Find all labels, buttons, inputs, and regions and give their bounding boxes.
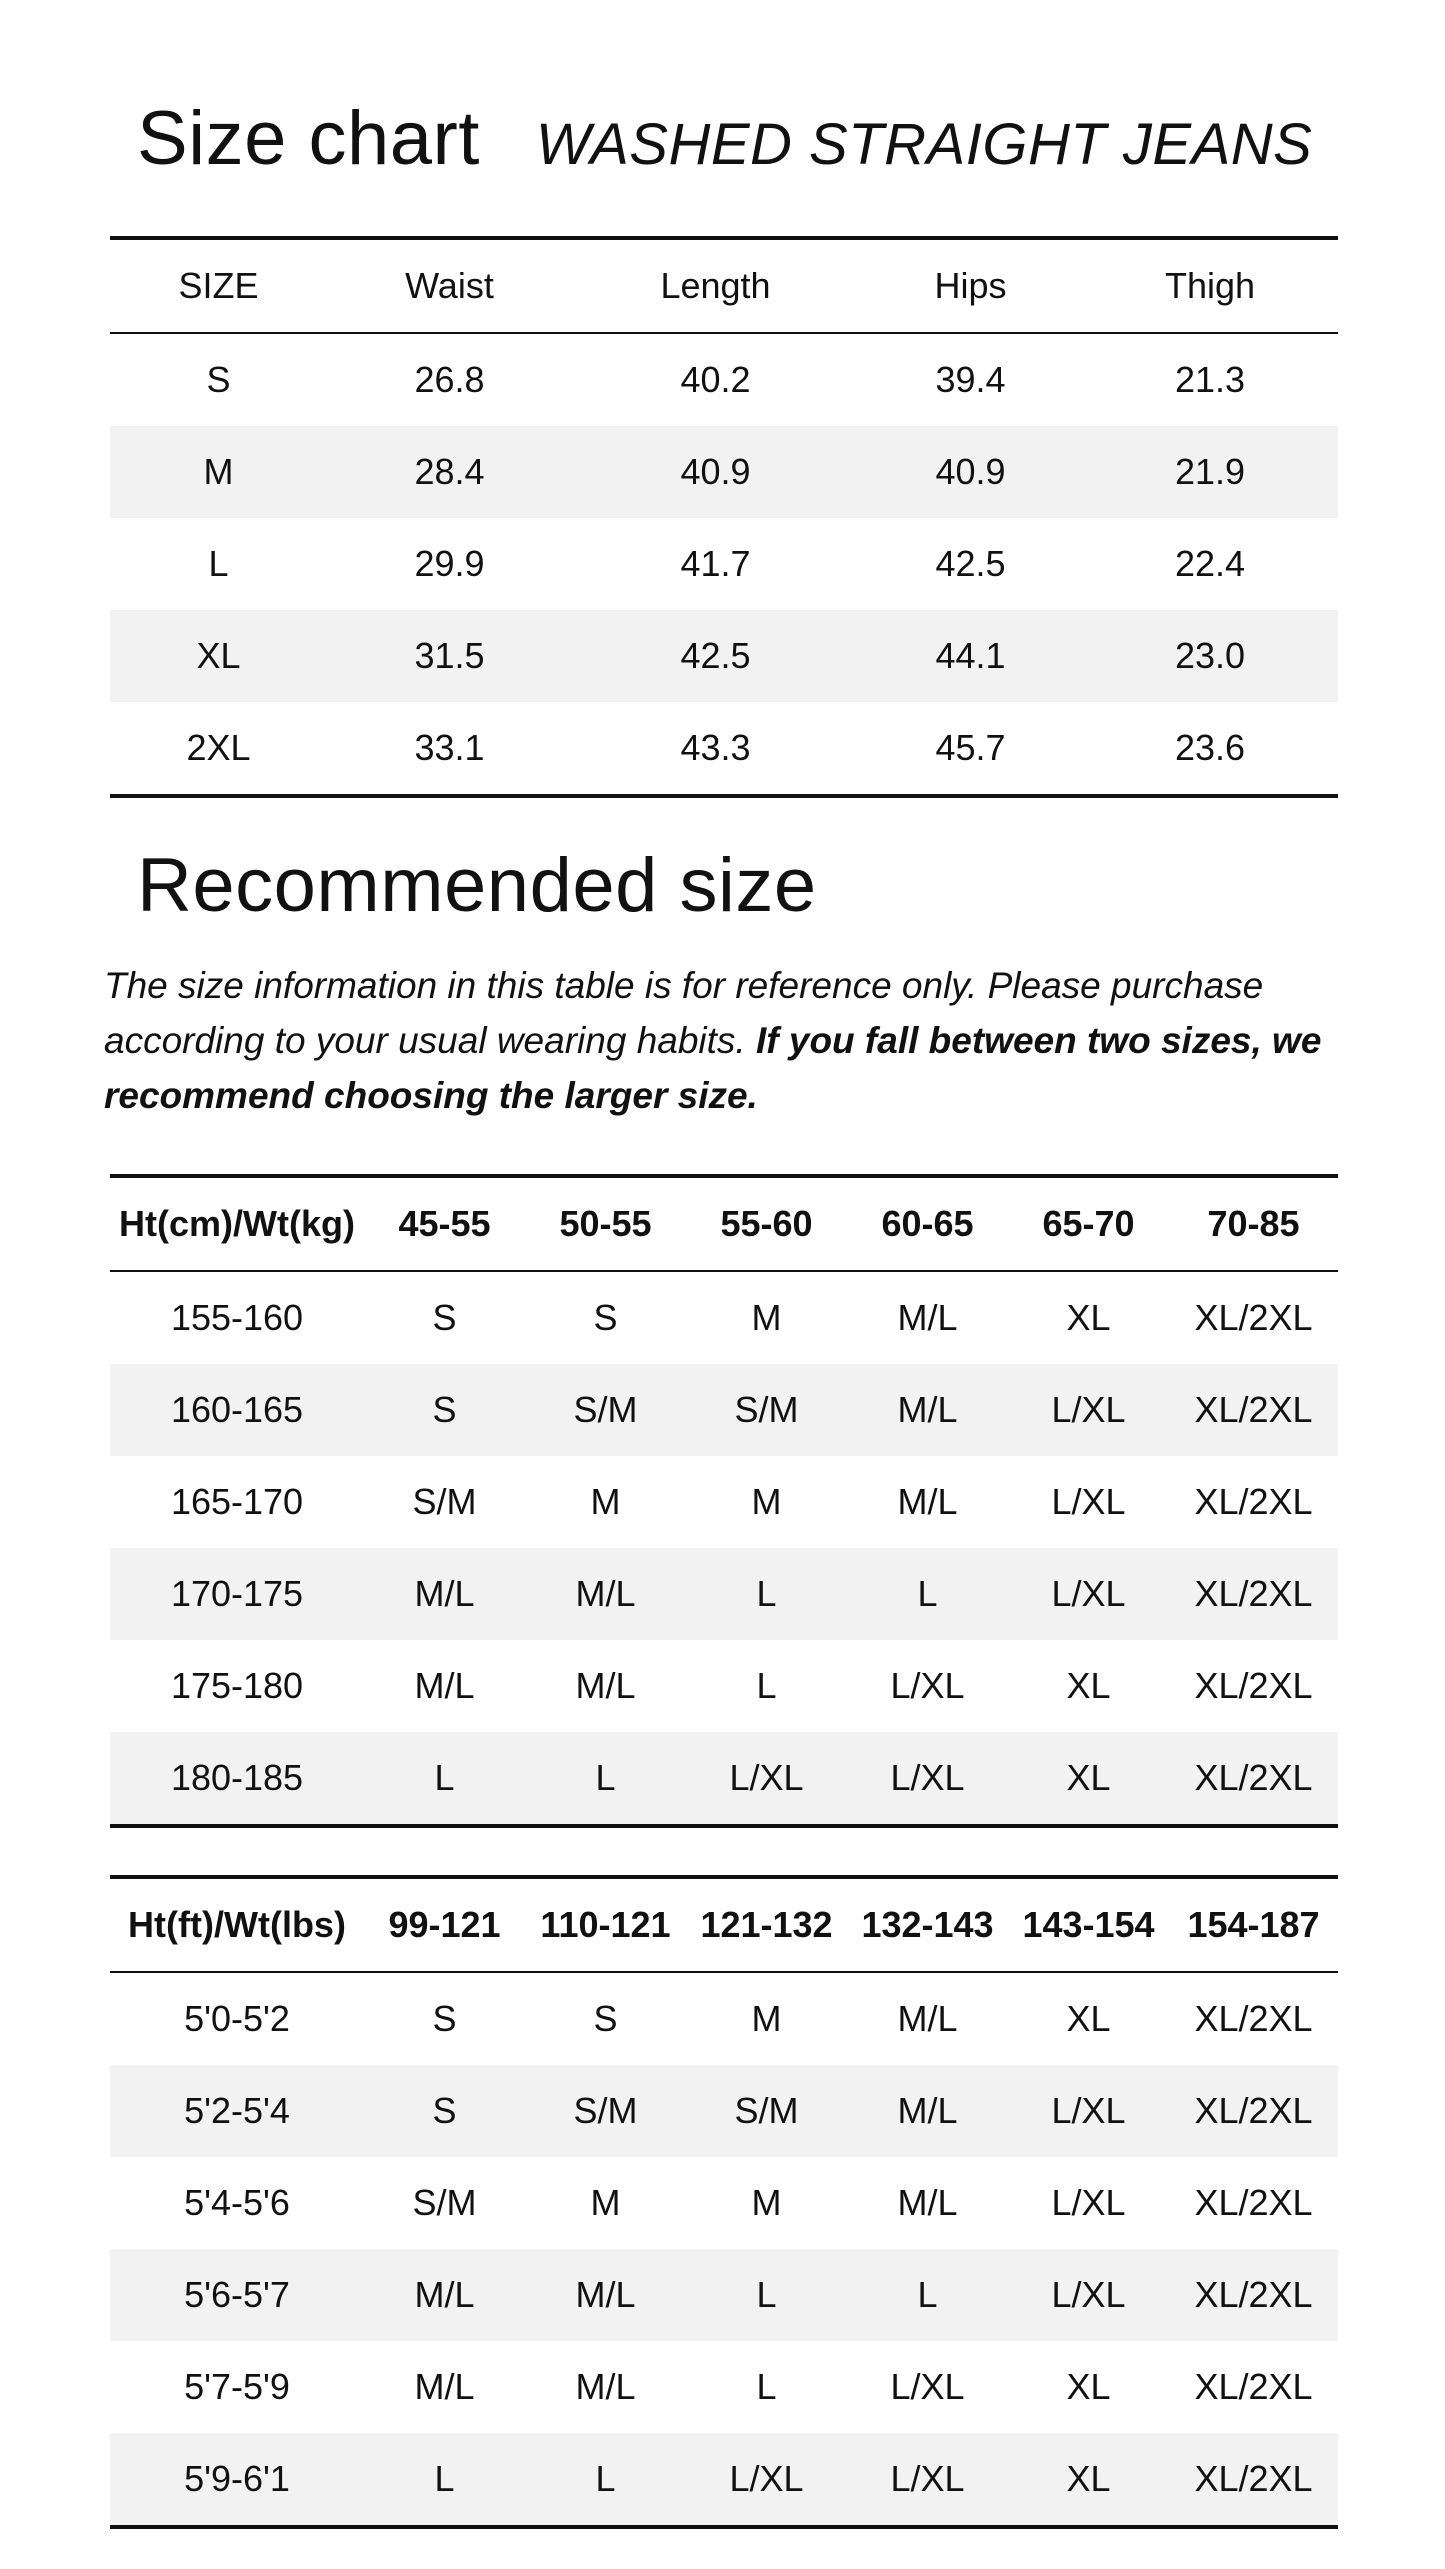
table-cell: XL [1066,1757,1111,1798]
table-cell: L/XL [890,1665,965,1706]
table-cell: XL/2XL [1194,1665,1313,1706]
table-cell: L/XL [1051,2090,1126,2131]
table-cell: 45.7 [935,727,1006,768]
table-cell: 40.9 [680,451,751,492]
table-cell: XL/2XL [1194,2090,1313,2131]
table-row [110,1548,1338,1640]
table-cell: M/L [897,1389,958,1430]
table-cell: 175-180 [170,1665,304,1706]
table-cell: M/L [414,1665,475,1706]
table-cell: 41.7 [680,543,751,584]
table-cell: L/XL [1051,1481,1126,1522]
table-cell: 40.9 [935,451,1006,492]
table-cell: XL [1066,1998,1111,2039]
column-header: Ht(ft)/Wt(lbs) [128,1904,346,1945]
table-header-row [110,238,1338,333]
column-header: 121-132 [700,1904,833,1945]
column-header: 55-60 [720,1203,813,1244]
table-row [110,426,1338,518]
table-row [110,2065,1338,2157]
table-cell: 26.8 [414,359,485,400]
table-cell: 21.3 [1174,359,1246,400]
column-header: 132-143 [861,1904,994,1945]
table-cell: 5'2-5'4 [184,2090,290,2131]
table-cell: S [432,2090,457,2131]
table-cell: XL/2XL [1194,1573,1313,1614]
table-cell: L/XL [729,1757,804,1798]
table-cell: M [203,451,234,492]
table-cell: M/L [414,2274,475,2315]
table-cell: 170-175 [170,1573,304,1614]
table-cell: L [595,2458,616,2499]
table-cell: 28.4 [414,451,485,492]
table-cell: S [432,1389,457,1430]
table-cell: L [917,1573,938,1614]
table-cell: XL [1066,2366,1111,2407]
table-cell: M/L [897,1481,958,1522]
table-cell: L [208,543,229,584]
table-cell: 160-165 [170,1389,304,1430]
table-row [110,333,1338,426]
note-emphasis: If you fall between two sizes, we recommend choosing the larger size. [104,1020,1322,1116]
table-cell: S [593,1998,618,2039]
size-chart-table [110,236,1338,798]
table-cell: L [756,1665,777,1706]
table-cell: S [593,1297,618,1338]
table-row [110,1456,1338,1548]
table-header-row [110,1877,1338,1972]
table-row [110,702,1338,796]
column-header: 70-85 [1207,1203,1300,1244]
table-cell: M/L [414,1573,475,1614]
table-cell: XL/2XL [1194,1481,1313,1522]
table-cell: M/L [575,2274,636,2315]
table-cell: 5'0-5'2 [184,1998,290,2039]
table-cell: L [434,1757,455,1798]
table-row [110,1364,1338,1456]
table-cell: M/L [414,2366,475,2407]
title-row [137,95,1337,195]
table-cell: 23.6 [1174,727,1246,768]
table-cell: 5'4-5'6 [184,2182,290,2223]
table-cell: XL [196,635,241,676]
table-cell: 180-185 [170,1757,304,1798]
size-note [104,958,1344,1123]
table-cell: 22.4 [1174,543,1246,584]
table-row [110,2249,1338,2341]
table-cell: S/M [412,2182,477,2223]
table-cell: 39.4 [935,359,1006,400]
column-header: 110-121 [540,1904,671,1945]
table-row [110,1271,1338,1364]
table-cell: L/XL [890,1757,965,1798]
table-cell: 43.3 [680,727,751,768]
table-cell: XL/2XL [1194,2274,1313,2315]
table-row [110,1732,1338,1826]
column-header: SIZE [178,265,259,306]
table-cell: 29.9 [414,543,485,584]
table-cell: M/L [897,2182,958,2223]
table-cell: M [590,1481,621,1522]
table-cell: 5'6-5'7 [184,2274,290,2315]
column-header: 60-65 [881,1203,974,1244]
table-cell: M/L [575,1665,636,1706]
table-cell: 165-170 [170,1481,304,1522]
table-cell: XL/2XL [1194,2182,1313,2223]
imperial-recommendation-table [110,1875,1338,2529]
table-cell: L/XL [1051,1389,1126,1430]
column-header: 50-55 [559,1203,652,1244]
table-cell: L/XL [890,2366,965,2407]
section-title-recommended: Recommended size [137,843,817,928]
table-cell: XL/2XL [1194,1998,1313,2039]
column-header: Length [660,265,771,306]
table-cell: L [756,2366,777,2407]
table-cell: XL/2XL [1194,2458,1313,2499]
table-cell: XL/2XL [1194,1297,1313,1338]
table-cell: S/M [573,2090,638,2131]
table-cell: 5'9-6'1 [184,2458,290,2499]
table-cell: XL [1066,1665,1111,1706]
note-text: The size information in this table is for reference only. Please purchase according to your usual wearing habits. [104,965,1264,1061]
table-cell: L [595,1757,616,1798]
table-row [110,1640,1338,1732]
column-header: 143-154 [1022,1904,1155,1945]
table-cell: M [751,2182,782,2223]
table-cell: L/XL [1051,2182,1126,2223]
table-cell: 155-160 [170,1297,304,1338]
table-cell: XL [1066,1297,1111,1338]
table-cell: L [434,2458,455,2499]
table-cell: M/L [575,2366,636,2407]
table-cell: M [590,2182,621,2223]
table-cell: 40.2 [680,359,751,400]
table-cell: L/XL [890,2458,965,2499]
table-cell: L/XL [729,2458,804,2499]
table-row [110,2341,1338,2433]
metric-recommendation-table [110,1174,1338,1828]
table-cell: S/M [734,1389,799,1430]
table-cell: 2XL [186,727,251,768]
table-cell: S [432,1998,457,2039]
column-header: Hips [934,265,1007,306]
table-cell: L [756,1573,777,1614]
table-row [110,2433,1338,2527]
table-cell: 44.1 [935,635,1006,676]
table-row [110,610,1338,702]
table-cell: S [206,359,231,400]
table-cell: L [917,2274,938,2315]
table-row [110,1972,1338,2065]
product-name: WASHED STRAIGHT JEANS [535,112,1313,177]
table-cell: 5'7-5'9 [184,2366,290,2407]
table-header-row [110,1176,1338,1271]
page-title: Size chart [137,96,480,181]
table-cell: 42.5 [935,543,1006,584]
column-header: 65-70 [1042,1203,1135,1244]
table-cell: L/XL [1051,1573,1126,1614]
table-cell: S/M [412,1481,477,1522]
table-row [110,2157,1338,2249]
table-cell: M/L [575,1573,636,1614]
table-cell: S [432,1297,457,1338]
table-cell: 31.5 [414,635,485,676]
column-header: 99-121 [388,1904,501,1945]
table-cell: 33.1 [414,727,485,768]
table-cell: L [756,2274,777,2315]
table-cell: XL [1066,2458,1111,2499]
column-header: Thigh [1164,265,1256,306]
table-cell: XL/2XL [1194,1389,1313,1430]
table-cell: M/L [897,2090,958,2131]
table-cell: M [751,1297,782,1338]
table-cell: 23.0 [1174,635,1246,676]
table-row [110,518,1338,610]
table-cell: S/M [734,2090,799,2131]
table-cell: 21.9 [1174,451,1246,492]
table-cell: XL/2XL [1194,1757,1313,1798]
column-header: Ht(cm)/Wt(kg) [119,1203,355,1244]
table-cell: XL/2XL [1194,2366,1313,2407]
table-cell: M [751,1998,782,2039]
table-cell: 42.5 [680,635,751,676]
column-header: 154-187 [1187,1904,1320,1945]
column-header: Waist [405,265,494,306]
table-cell: M [751,1481,782,1522]
table-cell: M/L [897,1297,958,1338]
table-cell: M/L [897,1998,958,2039]
table-cell: L/XL [1051,2274,1126,2315]
column-header: 45-55 [398,1203,491,1244]
table-cell: S/M [573,1389,638,1430]
